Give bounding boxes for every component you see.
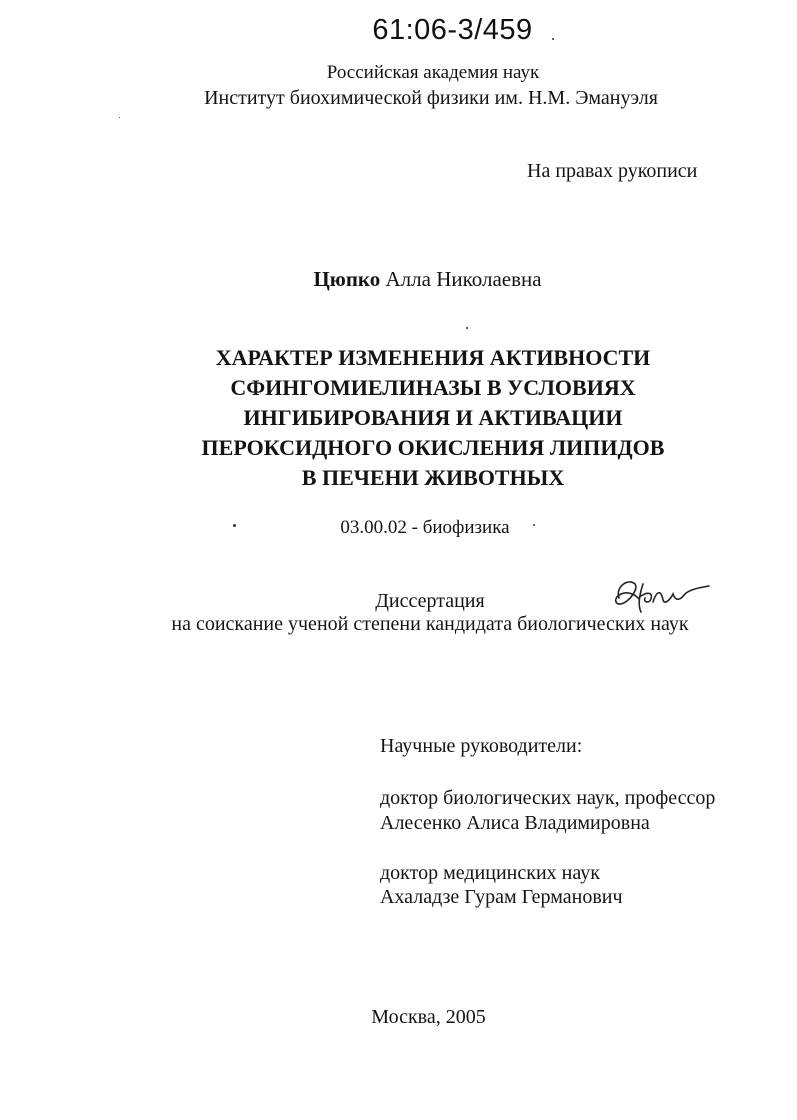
- dissertation-label: Диссертация: [375, 590, 485, 612]
- academy-name: Российская академия наук: [326, 62, 540, 83]
- scan-speck: [119, 117, 120, 118]
- title-line: ХАРАКТЕР ИЗМЕНЕНИЯ АКТИВНОСТИ: [215, 345, 651, 370]
- supervisor-2-name: Ахаладзе Гурам Германович: [380, 886, 623, 908]
- scan-speck: [466, 327, 468, 329]
- author-surname: Цюпко: [313, 267, 381, 291]
- scan-speck: [552, 38, 554, 40]
- rights-note: На правах рукописи: [527, 160, 698, 182]
- title-line: В ПЕЧЕНИ ЖИВОТНЫХ: [301, 465, 565, 490]
- catalog-number: 61:06-3/459: [372, 14, 533, 46]
- author-given-names: Алла Николаевна: [385, 267, 542, 291]
- specialty-code: 03.00.02 - биофизика: [340, 517, 510, 538]
- supervisor-2-title: доктор медицинских наук: [380, 862, 600, 884]
- author-name: [0, 267, 797, 292]
- dissertation-title: [0, 343, 797, 493]
- scan-speck: [533, 524, 535, 526]
- signature-icon: [605, 572, 715, 617]
- scan-speck: [233, 524, 236, 527]
- institute-name: Институт биохимической физики им. Н.М. Эмануэля: [204, 87, 658, 109]
- title-line: ИНГИБИРОВАНИЯ И АКТИВАЦИИ: [243, 405, 623, 430]
- title-line: СФИНГОМИЕЛИНАЗЫ В УСЛОВИЯХ: [230, 375, 636, 400]
- degree-line: на соискание ученой степени кандидата биологических наук: [171, 613, 689, 635]
- supervisor-1-title: доктор биологических наук, профессор: [380, 787, 716, 809]
- title-line: ПЕРОКСИДНОГО ОКИСЛЕНИЯ ЛИПИДОВ: [201, 435, 665, 460]
- supervisors-heading: Научные руководители:: [380, 735, 583, 757]
- city-year: Москва, 2005: [371, 1006, 486, 1028]
- supervisor-1-name: Алесенко Алиса Владимировна: [380, 812, 650, 834]
